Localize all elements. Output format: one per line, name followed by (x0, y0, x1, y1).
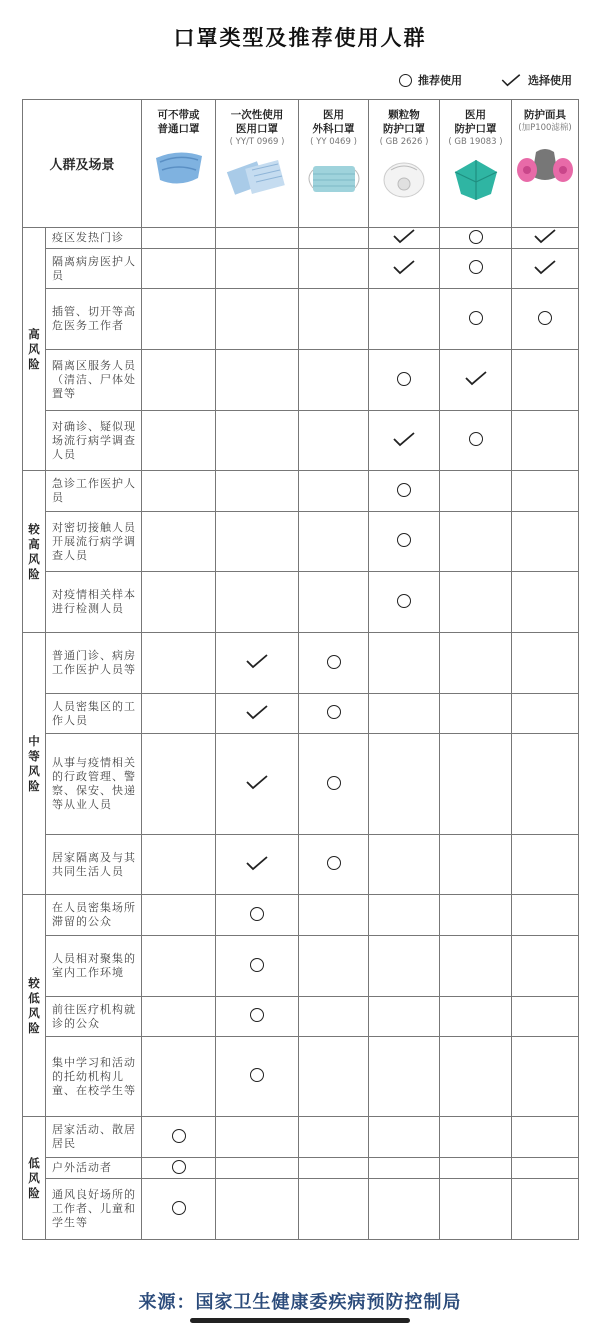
mark-cell (440, 633, 512, 694)
surgical-mask-icon (303, 156, 365, 202)
mark-cell (299, 249, 369, 289)
optional-checkmark-icon (245, 704, 269, 720)
mark-cell (216, 512, 299, 572)
mark-cell (142, 633, 216, 694)
table-row (23, 249, 579, 289)
table-row (23, 835, 579, 895)
mark-cell (512, 228, 579, 249)
mark-cell (142, 1117, 216, 1158)
mark-cell (142, 471, 216, 512)
population-description: 人员密集区的工作人员 (46, 694, 142, 734)
mark-cell (216, 734, 299, 835)
mark-cell (440, 734, 512, 835)
mark-cell (216, 936, 299, 997)
optional-checkmark-icon (392, 431, 416, 447)
recommended-circle-icon (172, 1160, 186, 1174)
risk-category (23, 895, 46, 1117)
population-description: 人员相对聚集的室内工作环境 (46, 936, 142, 997)
mark-cell (369, 895, 440, 936)
column-name: 医用 外科口罩 (312, 109, 355, 135)
population-description: 通风良好场所的工作者、儿童和学生等 (46, 1179, 142, 1240)
mark-cell (142, 572, 216, 633)
mark-cell (369, 289, 440, 350)
mark-cell (512, 936, 579, 997)
page-title: 口罩类型及推荐使用人群 (173, 26, 427, 50)
mark-cell (142, 411, 216, 471)
mark-cell (440, 228, 512, 249)
mark-cell (512, 1179, 579, 1240)
mark-cell (216, 228, 299, 249)
mark-cell (299, 1037, 369, 1117)
source-credit: 来源：国家卫生健康委疾病预防控制局 (138, 1292, 462, 1313)
mark-cell (299, 411, 369, 471)
risk-category (23, 471, 46, 633)
recommended-circle-icon (250, 1068, 264, 1082)
mark-cell (440, 1037, 512, 1117)
mark-cell (299, 633, 369, 694)
column-name: 防护面具 (524, 109, 567, 121)
mark-cell (299, 895, 369, 936)
mark-cell (216, 1037, 299, 1117)
mark-cell (299, 228, 369, 249)
mark-cell (512, 1037, 579, 1117)
mark-cell (369, 1179, 440, 1240)
mark-cell (299, 1158, 369, 1179)
population-description: 居家隔离及与其共同生活人员 (46, 835, 142, 895)
optional-checkmark-icon (464, 370, 488, 386)
optional-checkmark-icon (245, 855, 269, 871)
mark-cell (299, 471, 369, 512)
risk-category-label: 高风险 (28, 326, 40, 371)
population-description: 隔离区服务人员（清洁、尸体处置等 (46, 350, 142, 411)
recommended-circle-icon (172, 1129, 186, 1143)
mark-cell (142, 249, 216, 289)
disposable-mask-icon (226, 156, 288, 202)
recommended-circle-icon (250, 1008, 264, 1022)
mark-cell (299, 1179, 369, 1240)
table-row (23, 228, 579, 249)
recommended-circle-icon (172, 1201, 186, 1215)
mark-cell (299, 289, 369, 350)
column-name: 一次性使用 医用口罩 (230, 109, 284, 135)
recommended-circle-icon (469, 432, 483, 446)
circle-icon (399, 74, 412, 87)
mark-cell (440, 1158, 512, 1179)
mark-cell (369, 734, 440, 835)
mark-cell (216, 997, 299, 1037)
column-header (216, 100, 299, 228)
mark-cell (512, 1158, 579, 1179)
mark-cell (512, 694, 579, 734)
risk-category-label: 较低风险 (28, 975, 40, 1035)
mark-cell (299, 694, 369, 734)
mark-cell (512, 249, 579, 289)
column-header (512, 100, 579, 228)
mark-cell (369, 471, 440, 512)
mark-cell (440, 1179, 512, 1240)
mark-cell (369, 572, 440, 633)
particulate-respirator-icon (373, 156, 435, 202)
mark-cell (299, 734, 369, 835)
mark-cell (440, 572, 512, 633)
mark-cell (299, 512, 369, 572)
mark-cell (440, 694, 512, 734)
mark-cell (440, 350, 512, 411)
mark-cell (216, 411, 299, 471)
population-description: 插管、切开等高危医务工作者 (46, 289, 142, 350)
recommended-circle-icon (327, 705, 341, 719)
mark-cell (369, 633, 440, 694)
risk-category (23, 1117, 46, 1240)
legend (399, 72, 572, 88)
mark-cell (512, 572, 579, 633)
mark-cell (440, 411, 512, 471)
mark-cell (142, 895, 216, 936)
optional-checkmark-icon (392, 228, 416, 244)
mark-cell (369, 228, 440, 249)
mask-recommendation-table (22, 99, 579, 1240)
mark-cell (142, 835, 216, 895)
optional-checkmark-icon (245, 774, 269, 790)
column-name: 颗粒物 防护口罩 (383, 109, 426, 135)
column-standard: ( YY/T 0969 ) (229, 137, 285, 147)
mark-cell (216, 694, 299, 734)
header-row (23, 100, 579, 228)
mark-cell (142, 1158, 216, 1179)
mark-cell (512, 1117, 579, 1158)
optional-checkmark-icon (533, 259, 557, 275)
mark-cell (299, 936, 369, 997)
mark-cell (216, 895, 299, 936)
recommended-circle-icon (397, 483, 411, 497)
mark-cell (142, 350, 216, 411)
mark-cell (142, 936, 216, 997)
table-row (23, 1037, 579, 1117)
table-row (23, 350, 579, 411)
recommended-circle-icon (250, 958, 264, 972)
mark-cell (512, 512, 579, 572)
mark-cell (440, 895, 512, 936)
mark-cell (216, 1117, 299, 1158)
column-standard: ( GB 19083 ) (448, 137, 503, 147)
population-description: 居家活动、散居居民 (46, 1117, 142, 1158)
mark-cell (369, 997, 440, 1037)
mark-cell (512, 734, 579, 835)
legend-recommend-label: 推荐使用 (418, 74, 462, 87)
mark-cell (440, 1117, 512, 1158)
mark-cell (142, 694, 216, 734)
recommended-circle-icon (327, 856, 341, 870)
mark-cell (440, 471, 512, 512)
mark-cell (299, 1117, 369, 1158)
population-description: 对疫情相关样本进行检测人员 (46, 572, 142, 633)
recommended-circle-icon (538, 311, 552, 325)
medical-respirator-icon (445, 156, 507, 202)
population-description: 集中学习和活动的托幼机构儿童、在校学生等 (46, 1037, 142, 1117)
risk-category (23, 633, 46, 895)
mark-cell (142, 1179, 216, 1240)
recommended-circle-icon (327, 655, 341, 669)
mark-cell (512, 350, 579, 411)
recommended-circle-icon (327, 776, 341, 790)
home-indicator (190, 1318, 410, 1323)
column-header (299, 100, 369, 228)
mark-cell (299, 835, 369, 895)
table-row (23, 512, 579, 572)
risk-category-label: 中等风险 (28, 733, 40, 793)
risk-category (23, 228, 46, 471)
population-description: 对确诊、疑似现场流行病学调查人员 (46, 411, 142, 471)
table-row (23, 471, 579, 512)
recommended-circle-icon (397, 533, 411, 547)
mark-cell (299, 997, 369, 1037)
mark-cell (369, 1037, 440, 1117)
protective-face-mask-icon (514, 142, 576, 188)
population-description: 在人员密集场所滞留的公众 (46, 895, 142, 936)
optional-checkmark-icon (533, 228, 557, 244)
mark-cell (440, 512, 512, 572)
table-row (23, 734, 579, 835)
population-description: 疫区发热门诊 (46, 228, 142, 249)
mark-cell (512, 835, 579, 895)
mark-cell (369, 936, 440, 997)
risk-category-label: 低风险 (28, 1155, 40, 1200)
mark-cell (216, 350, 299, 411)
mark-cell (369, 512, 440, 572)
mark-cell (142, 228, 216, 249)
mark-cell (142, 734, 216, 835)
table-body (23, 228, 579, 1240)
population-description: 户外活动者 (46, 1158, 142, 1179)
column-standard: ( GB 2626 ) (379, 137, 429, 147)
fabric-mask-icon (148, 144, 210, 190)
mark-cell (142, 289, 216, 350)
table-row (23, 572, 579, 633)
mark-cell (369, 694, 440, 734)
optional-checkmark-icon (245, 653, 269, 669)
mark-cell (512, 633, 579, 694)
recommended-circle-icon (397, 372, 411, 386)
table-row (23, 289, 579, 350)
recommended-circle-icon (397, 594, 411, 608)
mark-cell (216, 633, 299, 694)
column-header (369, 100, 440, 228)
population-description: 普通门诊、病房工作医护人员等 (46, 633, 142, 694)
mark-cell (216, 249, 299, 289)
table-row (23, 1179, 579, 1240)
column-header (440, 100, 512, 228)
table-row (23, 936, 579, 997)
optional-checkmark-icon (392, 259, 416, 275)
table-row (23, 1117, 579, 1158)
table-row (23, 1158, 579, 1179)
mark-cell (299, 572, 369, 633)
column-name: 医用 防护口罩 (454, 109, 497, 135)
column-standard: ( YY 0469 ) (310, 137, 357, 147)
mark-cell (512, 997, 579, 1037)
mark-cell (142, 512, 216, 572)
mark-cell (216, 572, 299, 633)
population-description: 对密切接触人员开展流行病学调查人员 (46, 512, 142, 572)
population-description: 从事与疫情相关的行政管理、警察、保安、快递等从业人员 (46, 734, 142, 835)
mark-cell (216, 289, 299, 350)
recommended-circle-icon (469, 260, 483, 274)
column-standard: (加P100滤棉) (518, 123, 572, 133)
mark-cell (369, 835, 440, 895)
checkmark-icon (500, 73, 522, 87)
mark-cell (440, 997, 512, 1037)
mark-cell (299, 350, 369, 411)
mark-cell (142, 1037, 216, 1117)
mark-cell (216, 471, 299, 512)
mark-cell (216, 835, 299, 895)
mark-cell (369, 1158, 440, 1179)
mark-cell (216, 1158, 299, 1179)
population-description: 隔离病房医护人员 (46, 249, 142, 289)
table-row (23, 633, 579, 694)
mark-cell (440, 835, 512, 895)
mark-cell (512, 411, 579, 471)
header-scene: 人群及场景 (23, 100, 142, 228)
mark-cell (369, 1117, 440, 1158)
table-row (23, 895, 579, 936)
population-description: 急诊工作医护人员 (46, 471, 142, 512)
mark-cell (440, 249, 512, 289)
table-row (23, 411, 579, 471)
column-name: 可不带或 普通口罩 (157, 109, 200, 135)
column-header (142, 100, 216, 228)
mark-cell (142, 997, 216, 1037)
mark-cell (512, 895, 579, 936)
table-row (23, 997, 579, 1037)
mark-cell (440, 936, 512, 997)
recommended-circle-icon (250, 907, 264, 921)
recommended-circle-icon (469, 311, 483, 325)
legend-select-label: 选择使用 (528, 74, 572, 87)
mark-cell (512, 471, 579, 512)
mark-cell (440, 289, 512, 350)
mark-cell (512, 289, 579, 350)
mark-cell (369, 411, 440, 471)
risk-category-label: 较高风险 (28, 521, 40, 581)
population-description: 前往医疗机构就诊的公众 (46, 997, 142, 1037)
mark-cell (369, 350, 440, 411)
mark-cell (369, 249, 440, 289)
recommended-circle-icon (469, 230, 483, 244)
mark-cell (216, 1179, 299, 1240)
table-row (23, 694, 579, 734)
